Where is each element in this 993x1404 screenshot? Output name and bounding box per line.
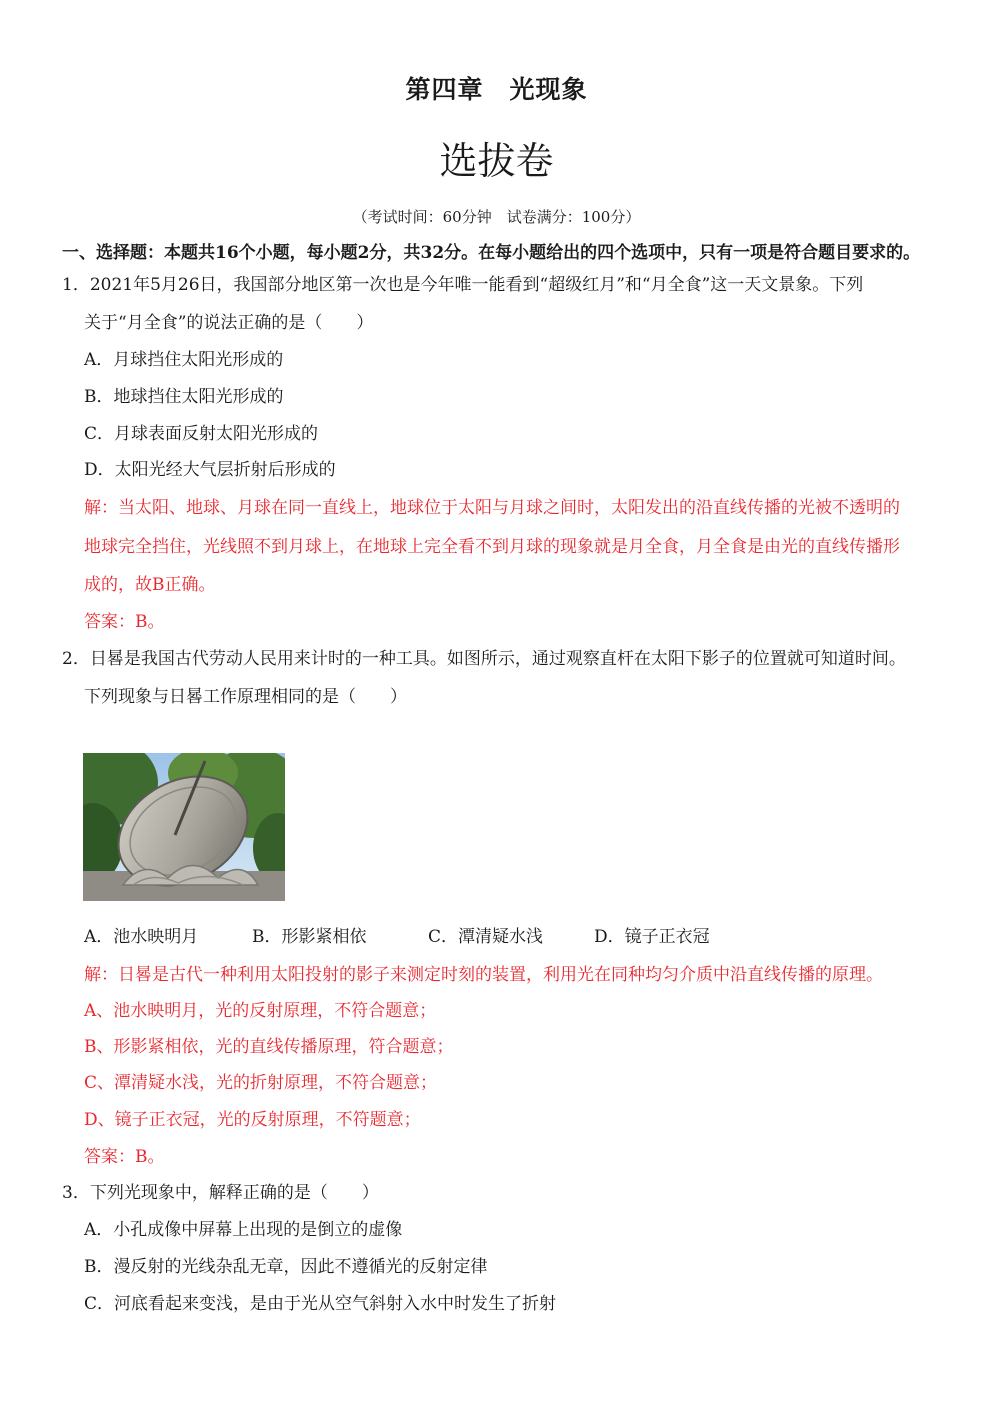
q2-option-a: A．池水映明月 bbox=[84, 927, 199, 947]
q1-option-a: A．月球挡住太阳光形成的 bbox=[84, 350, 284, 370]
q2-stem-line2: 下列现象与日晷工作原理相同的是（ ） bbox=[84, 687, 407, 707]
q3-option-a: A．小孔成像中屏幕上出现的是倒立的虚像 bbox=[84, 1220, 403, 1240]
q2-option-c: C．潭清疑水浅 bbox=[428, 927, 544, 947]
q1-answer: 答案：B。 bbox=[84, 612, 165, 632]
q3-stem: 3．下列光现象中，解释正确的是（ ） bbox=[62, 1183, 379, 1203]
chapter-title: 第四章 光现象 bbox=[405, 75, 588, 104]
q1-option-c: C．月球表面反射太阳光形成的 bbox=[84, 424, 319, 444]
q1-option-b: B．地球挡住太阳光形成的 bbox=[84, 387, 284, 407]
section-heading: 一、选择题：本题共16个小题，每小题2分，共32分。在每小题给出的四个选项中，只有一项是符合题目要求的。 bbox=[62, 243, 921, 263]
q2-answer: 答案：B。 bbox=[84, 1147, 165, 1167]
q2-solution-line1: 解：日晷是古代一种利用太阳投射的影子来测定时刻的装置，利用光在同种均匀介质中沿直线传播的原理。 bbox=[84, 965, 883, 985]
q2-solution-line2: A、池水映明月，光的反射原理，不符合题意； bbox=[84, 1001, 437, 1021]
q1-stem-line2: 关于“月全食”的说法正确的是（ ） bbox=[84, 313, 374, 333]
q3-option-b: B．漫反射的光线杂乱无章，因此不遵循光的反射定律 bbox=[84, 1257, 488, 1277]
q2-solution-line5: D、镜子正衣冠，光的反射原理，不符题意； bbox=[84, 1110, 421, 1130]
q2-solution-line3: B、形影紧相依，光的直线传播原理，符合题意； bbox=[84, 1037, 454, 1057]
sundial-photo bbox=[83, 753, 285, 901]
q1-stem-line1: 1．2021年5月26日，我国部分地区第一次也是今年唯一能看到“超级红月”和“月全食”这一天文景象。下列 bbox=[62, 275, 864, 295]
q2-solution-line4: C、潭清疑水浅，光的折射原理，不符合题意； bbox=[84, 1073, 438, 1093]
q1-solution-line1: 解：当太阳、地球、月球在同一直线上，地球位于太阳与月球之间时，太阳发出的沿直线传播的光被不透明的 bbox=[84, 498, 900, 518]
q2-stem-line1: 2．日晷是我国古代劳动人民用来计时的一种工具。如图所示，通过观察直杆在太阳下影子的位置就可知道时间。 bbox=[62, 649, 906, 669]
q1-solution-line2: 地球完全挡住，光线照不到月球上，在地球上完全看不到月球的现象就是月全食，月全食是由光的直线传播形 bbox=[84, 537, 900, 557]
q3-option-c: C．河底看起来变浅，是由于光从空气斜射入水中时发生了折射 bbox=[84, 1294, 557, 1314]
exam-info: （考试时间：60分钟 试卷满分：100分） bbox=[352, 208, 641, 226]
paper-title: 选拔卷 bbox=[439, 139, 554, 183]
q2-option-d: D．镜子正衣冠 bbox=[594, 927, 710, 947]
q1-solution-line3: 成的，故B正确。 bbox=[84, 575, 216, 595]
q1-option-d: D．太阳光经大气层折射后形成的 bbox=[84, 460, 336, 480]
q2-option-b: B．形影紧相依 bbox=[252, 927, 367, 947]
